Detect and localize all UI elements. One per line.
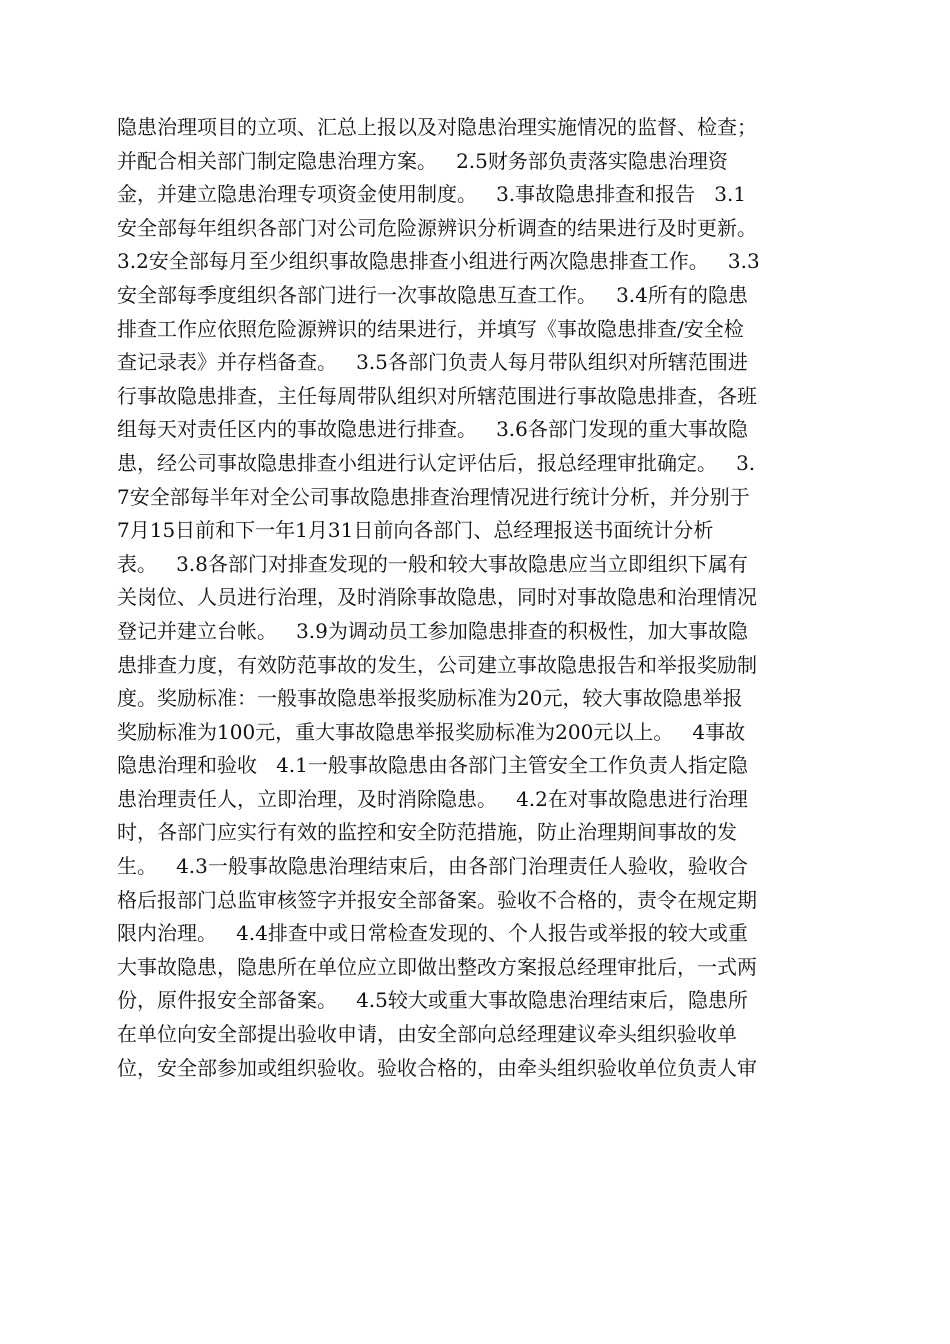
text-line: 格后报部门总监审核签字并报安全部备案。验收不合格的，责令在规定期: [117, 887, 757, 912]
text-line: 组每天对责任区内的事故隐患进行排查。 3.6各部门发现的重大事故隐: [117, 417, 748, 442]
text-line: 度。奖励标准：一般事故隐患举报奖励标准为20元，较大事故隐患举报: [117, 686, 743, 711]
text-line: 时，各部门应实行有效的监控和安全防范措施，防止治理期间事故的发: [117, 820, 737, 845]
text-line: 行事故隐患排查，主任每周带队组织对所辖范围进行事故隐患排查，各班: [117, 383, 757, 408]
text-line: 金，并建立隐患治理专项资金使用制度。 3.事故隐患排查和报告 3.1: [117, 182, 747, 207]
text-line: 安全部每季度组织各部门进行一次事故隐患互查工作。 3.4所有的隐患: [117, 282, 748, 307]
text-line: 限内治理。 4.4排查中或日常检查发现的、个人报告或举报的较大或重: [117, 921, 748, 946]
text-line: 奖励标准为100元，重大事故隐患举报奖励标准为200元以上。 4事故: [117, 719, 746, 744]
text-line: 患治理责任人，立即治理，及时消除隐患。 4.2在对事故隐患进行治理: [117, 786, 748, 811]
text-line: 大事故隐患，隐患所在单位应立即做出整改方案报总经理审批后，一式两: [117, 954, 757, 979]
text-line: 查记录表》并存档备查。 3.5各部门负责人每月带队组织对所辖范围进: [117, 350, 748, 375]
text-line: 排查工作应依照危险源辨识的结果进行，并填写《事故隐患排查/安全检: [117, 316, 744, 341]
text-line: 3.2安全部每月至少组织事故隐患排查小组进行两次隐患排查工作。 3.3: [117, 249, 760, 274]
text-line: 登记并建立台帐。 3.9为调动员工参加隐患排查的积极性，加大事故隐: [117, 618, 748, 643]
text-line: 关岗位、人员进行治理，及时消除事故隐患，同时对事故隐患和治理情况: [117, 585, 757, 610]
document-body: [117, 111, 847, 1085]
text-line: 在单位向安全部提出验收申请，由安全部向总经理建议牵头组织验收单: [117, 1022, 737, 1047]
text-line: 患排查力度，有效防范事故的发生，公司建立事故隐患报告和举报奖励制: [117, 652, 757, 677]
text-line: 份，原件报安全部备案。 4.5较大或重大事故隐患治理结束后，隐患所: [117, 988, 748, 1013]
text-line: 患，经公司事故隐患排查小组进行认定评估后，报总经理审批确定。 3.: [117, 450, 756, 475]
text-line: 7月15日前和下一年1月31日前向各部门、总经理报送书面统计分析: [117, 518, 714, 543]
text-line: 安全部每年组织各部门对公司危险源辨识分析调查的结果进行及时更新。: [117, 215, 757, 240]
text-line: 位，安全部参加或组织验收。验收合格的，由牵头组织验收单位负责人审: [117, 1055, 757, 1080]
text-line: 隐患治理项目的立项、汇总上报以及对隐患治理实施情况的监督、检查；: [117, 115, 757, 139]
text-line: 生。 4.3一般事故隐患治理结束后，由各部门治理责任人验收，验收合: [117, 854, 748, 879]
text-line: 表。 3.8各部门对排查发现的一般和较大事故隐患应当立即组织下属有: [117, 551, 748, 576]
text-line: 隐患治理和验收 4.1一般事故隐患由各部门主管安全工作负责人指定隐: [117, 753, 748, 778]
text-line: 7安全部每半年对全公司事故隐患排查治理情况进行统计分析，并分别于: [117, 484, 750, 509]
text-line: 并配合相关部门制定隐患治理方案。 2.5财务部负责落实隐患治理资: [117, 148, 728, 173]
